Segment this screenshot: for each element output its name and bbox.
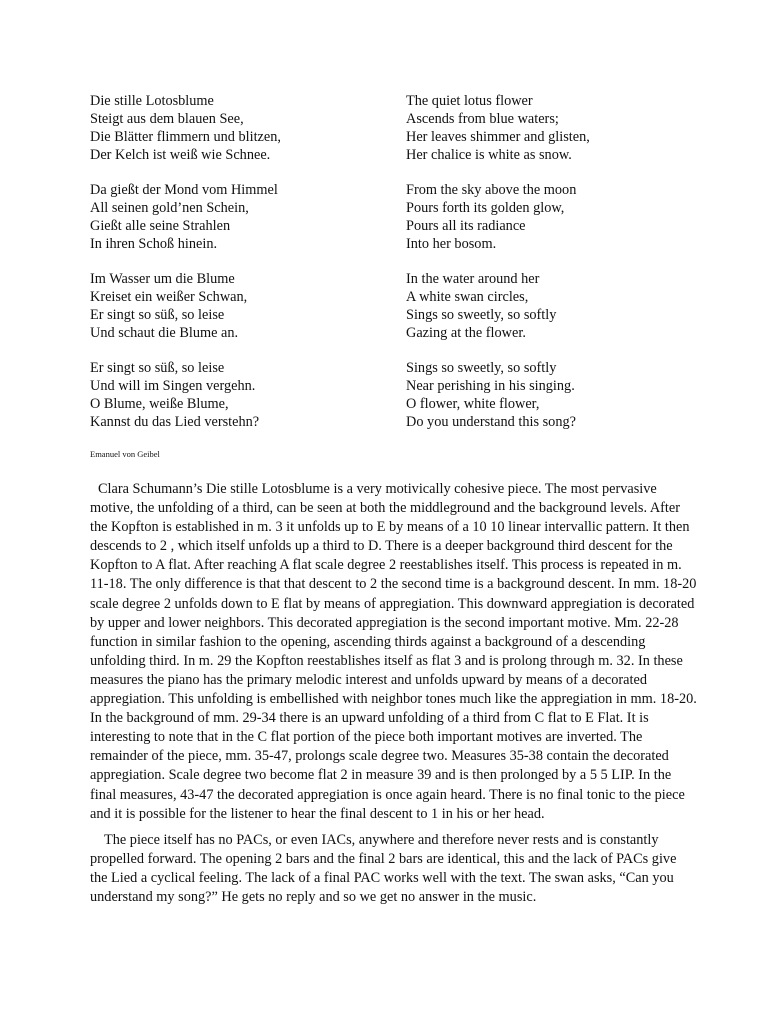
poem-line: Und will im Singen vergehn. [90, 378, 256, 394]
paragraph-line: function in similar fashion to the opening, ascending thirds against a background of a descending [90, 633, 646, 650]
english-stanza [406, 181, 706, 253]
poem-line: Kreiset ein weißer Schwan, [90, 289, 248, 305]
translation-line: From the sky above the moon [406, 182, 577, 198]
analysis-paragraph-2 [90, 831, 682, 907]
paragraph-line: appregiation. Scale degree two become flat 2 in measure 39 and is then prolonged by a 5 5 LIP. In the [90, 767, 672, 784]
paragraph-line: propelled forward. The opening 2 bars and the final 2 bars are identical, this and the lack of PACs give [90, 851, 677, 868]
paragraph-line: interesting to note that in the C flat portion of the piece both important motives are inverted. The [90, 729, 643, 746]
paragraph-line: unfolding third. In m. 29 the Kopfton reestablishes itself as flat 3 and is prolong through m. 32. In these [90, 652, 683, 669]
translation-line: Sings so sweetly, so softly [406, 307, 557, 323]
paragraph-line: motive, the unfolding of a third, can be seen at both the middleground and the background levels. After [90, 500, 680, 517]
paragraph-line: The piece itself has no PACs, or even IACs, anywhere and therefore never rests and is constantly [104, 832, 659, 848]
paragraph-line: the Kopfton is established in m. 3 it unfolds up to E by means of a 10 10 linear intervallic pattern. It then [90, 519, 690, 536]
paragraph-line: In the background of mm. 29-34 there is an upward unfolding of a third from C flat to E Flat. It is [90, 710, 649, 727]
poem-line: Er singt so süß, so leise [90, 360, 225, 376]
translation-line: In the water around her [406, 271, 540, 287]
paragraph-line: Kopfton to A flat. After reaching A flat scale degree 2 reestablishes itself. This process is repeated in m. [90, 557, 682, 574]
translation-line: Pours forth its golden glow, [406, 200, 565, 216]
analysis-paragraph-1 [90, 480, 697, 824]
poem-line: Die Blätter flimmern und blitzen, [90, 129, 281, 145]
poem-line: Gießt alle seine Strahlen [90, 218, 231, 234]
translation-line: Her chalice is white as snow. [406, 147, 572, 163]
english-stanza [406, 270, 706, 342]
poem-line: Kannst du das Lied verstehn? [90, 414, 260, 430]
translation-line: Pours all its radiance [406, 218, 526, 234]
translation-line: Sings so sweetly, so softly [406, 360, 557, 376]
paragraph-line: remainder of the piece, mm. 35-47, prolongs scale degree two. Measures 35-38 contain the decorated [90, 748, 669, 765]
paragraph-line: and it is possible for the listener to hear the final descent to 1 in his or her head. [90, 805, 545, 822]
poem-line: Steigt aus dem blauen See, [90, 111, 244, 127]
poem-line: Die stille Lotosblume [90, 93, 214, 109]
paragraph-line: 11-18. The only difference is that that descent to 2 the second time is a background descent. In mm. 18-20 [90, 576, 697, 593]
paragraph-line: understand my song?” He gets no reply and so we get no answer in the music. [90, 889, 537, 906]
paragraph-line: measures the piano has the primary melodic interest and unfolds upward by means of a decorated [90, 671, 647, 688]
poem-line: Und schaut die Blume an. [90, 325, 239, 341]
translation-line: The quiet lotus flower [406, 93, 533, 109]
translation-line: Gazing at the flower. [406, 325, 526, 341]
poem-author: Emanuel von Geibel [90, 449, 160, 459]
german-poem [90, 92, 390, 431]
german-stanza [90, 270, 390, 342]
translation-line: Do you understand this song? [406, 414, 576, 430]
paragraph-line: by upper and lower neighbors. This decorated appregiation is the second important motive. Mm. 22-28 [90, 614, 679, 631]
english-translation [406, 92, 706, 431]
translation-line: O flower, white flower, [406, 396, 540, 412]
poem-line: Er singt so süß, so leise [90, 307, 225, 323]
english-stanza [406, 359, 706, 431]
paragraph-line: scale degree 2 unfolds down to E flat by means of appregiation. This downward appregiation is decorated [90, 595, 695, 612]
german-stanza [90, 359, 390, 431]
paragraph-line: descends to 2 , which itself unfolds up a third to D. There is a deeper background third descent for the [90, 538, 673, 555]
translation-line: Ascends from blue waters; [406, 111, 559, 127]
english-stanza [406, 92, 706, 164]
poem-line: All seinen gold’nen Schein, [90, 200, 249, 216]
poem-line: O Blume, weiße Blume, [90, 396, 229, 412]
paragraph-line: Clara Schumann’s Die stille Lotosblume is a very motivically cohesive piece. The most pervasive [98, 481, 657, 497]
german-stanza [90, 92, 390, 164]
translation-line: Near perishing in his singing. [406, 378, 575, 394]
paragraph-line: appregiation. This unfolding is embellished with neighbor tones much like the appregiation in mm. 18-20. [90, 691, 697, 708]
poem-line: In ihren Schoß hinein. [90, 236, 218, 252]
poem-line: Im Wasser um die Blume [90, 271, 235, 287]
german-stanza [90, 181, 390, 253]
translation-line: Into her bosom. [406, 236, 497, 252]
paragraph-line: final measures, 43-47 the decorated appregiation is once again heard. There is no final tonic to the piece [90, 786, 685, 803]
poem-line: Der Kelch ist weiß wie Schnee. [90, 147, 271, 163]
paragraph-line: the Lied a cyclical feeling. The lack of a final PAC works well with the text. The swan asks, “Can you [90, 870, 674, 887]
translation-line: Her leaves shimmer and glisten, [406, 129, 590, 145]
translation-line: A white swan circles, [406, 289, 529, 305]
poem-line: Da gießt der Mond vom Himmel [90, 182, 278, 198]
